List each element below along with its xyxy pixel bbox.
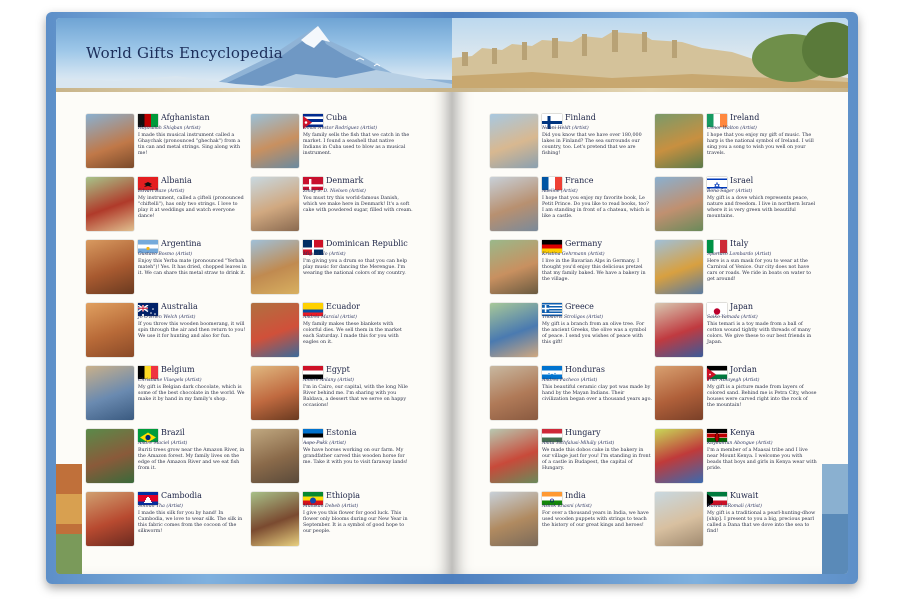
country-name: Kenya [730, 428, 755, 437]
country-name: Australia [161, 302, 198, 311]
country-name: Ireland [730, 113, 760, 122]
country-name: France [565, 176, 594, 185]
child-photo [251, 492, 299, 546]
artist-name: Adeline (Artist) [542, 189, 578, 194]
entry-finland [490, 114, 650, 174]
artist-name: Mulukan Debeb (Artist) [303, 504, 359, 509]
country-name: Kuwait [730, 491, 759, 500]
child-photo [86, 492, 134, 546]
child-photo [655, 429, 703, 483]
entry-honduras [490, 366, 650, 426]
country-name: Denmark [326, 176, 364, 185]
entry-description: We made this dobos cake in the bakery in our village just for you! I'm standing in front of a castle in Budapest, the capital of Hungary. [542, 448, 651, 471]
child-photo [251, 429, 299, 483]
child-photo [490, 114, 538, 168]
artist-name: Thar AlSayegh (Artist) [707, 378, 760, 383]
country-name: Dominican Republic [326, 239, 408, 248]
entry-albania [86, 177, 246, 237]
artist-name: Omàs Nestor Rodriguez (Artist) [303, 126, 377, 131]
country-name: Israel [730, 176, 754, 185]
entry-description: My family makes these blankets with colorful dies. We sell them in the market each Saturday. I made this for you with eagles on it. [303, 322, 402, 345]
entry-germany [490, 240, 650, 300]
banner-divider [56, 88, 452, 92]
entry-ecuador [251, 303, 411, 363]
entry-greece [490, 303, 650, 363]
entry-description: I hope that you enjoy my gift of music. The harp is the national symbol of Ireland. I will sing you a song to wish you well on your travels. [707, 133, 814, 156]
entry-ethiopia [251, 492, 411, 552]
decorative-edge-art [56, 464, 82, 574]
country-name: Cuba [326, 113, 348, 122]
entry-description: You must try this world-famous Danish, which we make here in Denmark! It's a soft cake with powdered sugar, filled with cream. [303, 196, 413, 213]
entry-italy [655, 240, 815, 300]
artist-name: Christiane Vlaegels (Artist) [138, 378, 202, 383]
entry-description: My family sells the fish that we catch in the market. I found a seashell that native Indians in Cuba used to blow as a musical instrument. [303, 133, 410, 156]
entry-description: I'm a member of a Maasai tribe and I live near Mount Kenya. I welcome you with beads that boys and girls in Kenya wear with pride. [707, 448, 817, 471]
child-photo [490, 177, 538, 231]
entry-description: I'm giving you a drum so that you can help play music for dancing the Merengue. I'm wearing the national colors of my country. [303, 259, 408, 276]
artist-name: Nawal alRomali (Artist) [707, 504, 762, 509]
banner-divider [452, 88, 848, 92]
entry-description: This beautiful ceramic clay pot was made by hand by the Mayan Indians. Their civilization began over a thousand years ago. [542, 385, 652, 402]
artist-name: Aapo Pukk (Artist) [303, 441, 346, 446]
child-photo [251, 177, 299, 231]
castle-illustration [452, 18, 848, 88]
entry-description: If you throw this wooden boomerang, it will spin through the air and then return to you! We use it for hunting and also for fun. [138, 322, 246, 339]
country-name: Cambodia [161, 491, 202, 500]
entry-description: My gift is Belgian dark chocolate, which is some of the best chocolate in the world. We make it by hand in my family's shop. [138, 385, 245, 402]
child-photo [251, 303, 299, 357]
right-page [452, 18, 848, 574]
child-photo [86, 429, 134, 483]
entry-ireland [655, 114, 815, 174]
artist-name: Gustavo Bosmo (Artist) [138, 252, 193, 257]
entry-description: My gift is a branch from an olive tree. For the ancient Greeks, the olive was a symbol of peace. I send you wishes of peace with this gift! [542, 322, 647, 345]
country-name: Japan [730, 302, 754, 311]
artist-name: Anita Tóthfalusi-Mihály (Artist) [542, 441, 615, 446]
entry-kenya [655, 429, 815, 489]
child-photo [86, 177, 134, 231]
artist-name: Jo O'Brien Welch (Artist) [138, 315, 196, 320]
child-photo [655, 303, 703, 357]
entry-description: I made this musical instrument called a Ghaychak (pronounced "ghechak") from a tin can and metal strings. Sing along with me! [138, 133, 241, 156]
artist-name: Kayiluhtun Abongue (Artist) [707, 441, 773, 446]
child-photo [655, 177, 703, 231]
decorative-edge-art [822, 464, 848, 574]
artist-name: Nanni Heldt (Artist) [542, 126, 589, 131]
country-name: Brazil [161, 428, 185, 437]
country-name: Ecuador [326, 302, 361, 311]
entry-description: I made this silk for you by hand! In Cambodia, we love to wear silk. The silk in this fabric comes from the cocoon of the silkworm! [138, 511, 243, 534]
entry-description: Enjoy this Yerba mate (pronounced "Yerbah mateh")! Yes. It has dried, chopped leaves in it. We can share this metal straw to drink it. [138, 259, 247, 276]
entry-australia [86, 303, 246, 363]
entry-kuwait [655, 492, 815, 552]
child-photo [490, 366, 538, 420]
entry-japan [655, 303, 815, 363]
entry-description: I hope that you enjoy my favorite book, Le Petit Prince. Do you like to read books, too? I am standing in front of a chateau, which is like a castle. [542, 196, 650, 219]
entry-argentina [86, 240, 246, 300]
entry-india [490, 492, 650, 552]
entry-estonia [251, 429, 411, 489]
child-photo [86, 240, 134, 294]
artist-name: Sothun Tha (Artist) [138, 504, 183, 509]
artist-name: Miguel Ho (Artist) [303, 252, 346, 257]
artist-name: Bona Sager (Artist) [707, 189, 753, 194]
artist-name: Spartaco Lombardo (Artist) [707, 252, 772, 257]
child-photo [251, 114, 299, 168]
castle-banner [452, 18, 848, 88]
country-name: Italy [730, 239, 749, 248]
entry-hungary [490, 429, 650, 489]
entry-description: Buriti trees grow near the Amazon River, in the Amazon forest. My family lives on the edge of the Amazon River and we eat fish from it. [138, 448, 245, 471]
entry-belgium [86, 366, 246, 426]
entry-description: I'm in Cairo, our capital, with the long Nile River behind me. I'm sharing with you Baldava, a dessert that we serve on happy occasions! [303, 385, 408, 408]
artist-name: Thodoris Stroligos (Artist) [542, 315, 604, 320]
entry-brazil [86, 429, 246, 489]
child-photo [86, 114, 134, 168]
artist-name: Saiko Yamada (Artist) [707, 315, 758, 320]
country-name: Jordan [730, 365, 757, 374]
country-name: Albania [161, 176, 192, 185]
child-photo [655, 240, 703, 294]
country-name: Finland [565, 113, 596, 122]
artist-name: Kristina Gehrmann (Artist) [542, 252, 605, 257]
child-photo [490, 240, 538, 294]
child-photo [251, 240, 299, 294]
entry-description: My gift is a picture made from layers of colored sand. Behind me is Petra City, whose houses were carved right into the rock of the mountain! [707, 385, 817, 408]
country-name: Estonia [326, 428, 357, 437]
entry-description: My instrument, called a çifteli (pronounced "chiftelli"), has only two strings. I love to play it at weddings and watch everyone dance! [138, 196, 244, 219]
entry-denmark [251, 177, 411, 237]
entry-description: Did you know that we have over 180,000 lakes in Finland? The sea surrounds our country, too. Let's pretend that we are fishing! [542, 133, 642, 156]
country-name: Argentina [161, 239, 202, 248]
artist-name: Edvart Baze (Artist) [138, 189, 185, 194]
child-photo [251, 366, 299, 420]
child-photo [86, 303, 134, 357]
country-name: Germany [565, 239, 602, 248]
country-name: Ethiopia [326, 491, 361, 500]
artist-name: Andres Pacheco (Artist) [542, 378, 598, 383]
entry-description: My gift is a dove which represents peace, nature and freedom. I live in northern Israel where it is very green with beautiful mountains. [707, 196, 816, 219]
entry-cuba [251, 114, 411, 174]
entry-france [490, 177, 650, 237]
child-photo [490, 429, 538, 483]
child-photo [86, 366, 134, 420]
country-name: Honduras [565, 365, 605, 374]
child-photo [655, 492, 703, 546]
child-photo [655, 114, 703, 168]
artist-name: Hafizullah Shiqban (Artist) [138, 126, 201, 131]
artist-name: Conor Walton (Artist) [707, 126, 757, 131]
entry-afghanistan [86, 114, 246, 174]
child-photo [655, 366, 703, 420]
entry-description: This temari is a toy made from a ball of cotton wound tightly with threads of many colors. We give these to our best friends in Japan. [707, 322, 812, 345]
country-name: Hungary [565, 428, 601, 437]
entry-description: I live in the Bavarian Alps in Germany. I thought you'd enjoy this delicious pretzel that my family baked. We have a bakery in the village. [542, 259, 646, 282]
country-name: Greece [565, 302, 594, 311]
artist-name: Zindy S. D. Nielsen (Artist) [303, 189, 366, 194]
country-name: Afghanistan [161, 113, 210, 122]
child-photo [490, 303, 538, 357]
page-title: World Gifts Encyclopedia [86, 44, 283, 62]
entry-egypt [251, 366, 411, 426]
book [46, 12, 858, 584]
country-name: Egypt [326, 365, 350, 374]
entry-israel [655, 177, 815, 237]
entry-description: We have horses working on our farm. My grandfather carved this wooden horse for me. Take it with you to visit faraway lands! [303, 448, 408, 465]
entry-description: Here is a sun mask for you to wear at the Carnival of Venice. Our city does not have cars or roads. We ride in boats on water to get around! [707, 259, 812, 282]
artist-name: Andrés Marcial (Artist) [303, 315, 357, 320]
country-name: India [565, 491, 586, 500]
child-photo [490, 492, 538, 546]
mountain-banner [56, 18, 452, 88]
artist-name: André Maciel (Artist) [138, 441, 188, 446]
artist-name: Amoro Anlany (Artist) [303, 378, 354, 383]
entry-description: For over a thousand years in India, we have used wooden puppets with strings to teach the history of our great kings and heroes! [542, 511, 649, 528]
left-page [56, 18, 452, 574]
entry-jordan [655, 366, 815, 426]
entry-description: I give you this flower for good luck. This flower only blooms during our New Year in September. It is a symbol of good hope to our people. [303, 511, 408, 534]
entry-dominican-republic [251, 240, 411, 300]
entry-cambodia [86, 492, 246, 552]
country-name: Belgium [161, 365, 195, 374]
artist-name: Ashok Khasni (Artist) [542, 504, 592, 509]
entry-description: My gift is a traditional a pearl-hunting-dhow [ship]. I present to you a big, precious pearl called a Dana that we dove into the sea to find! [707, 511, 816, 534]
